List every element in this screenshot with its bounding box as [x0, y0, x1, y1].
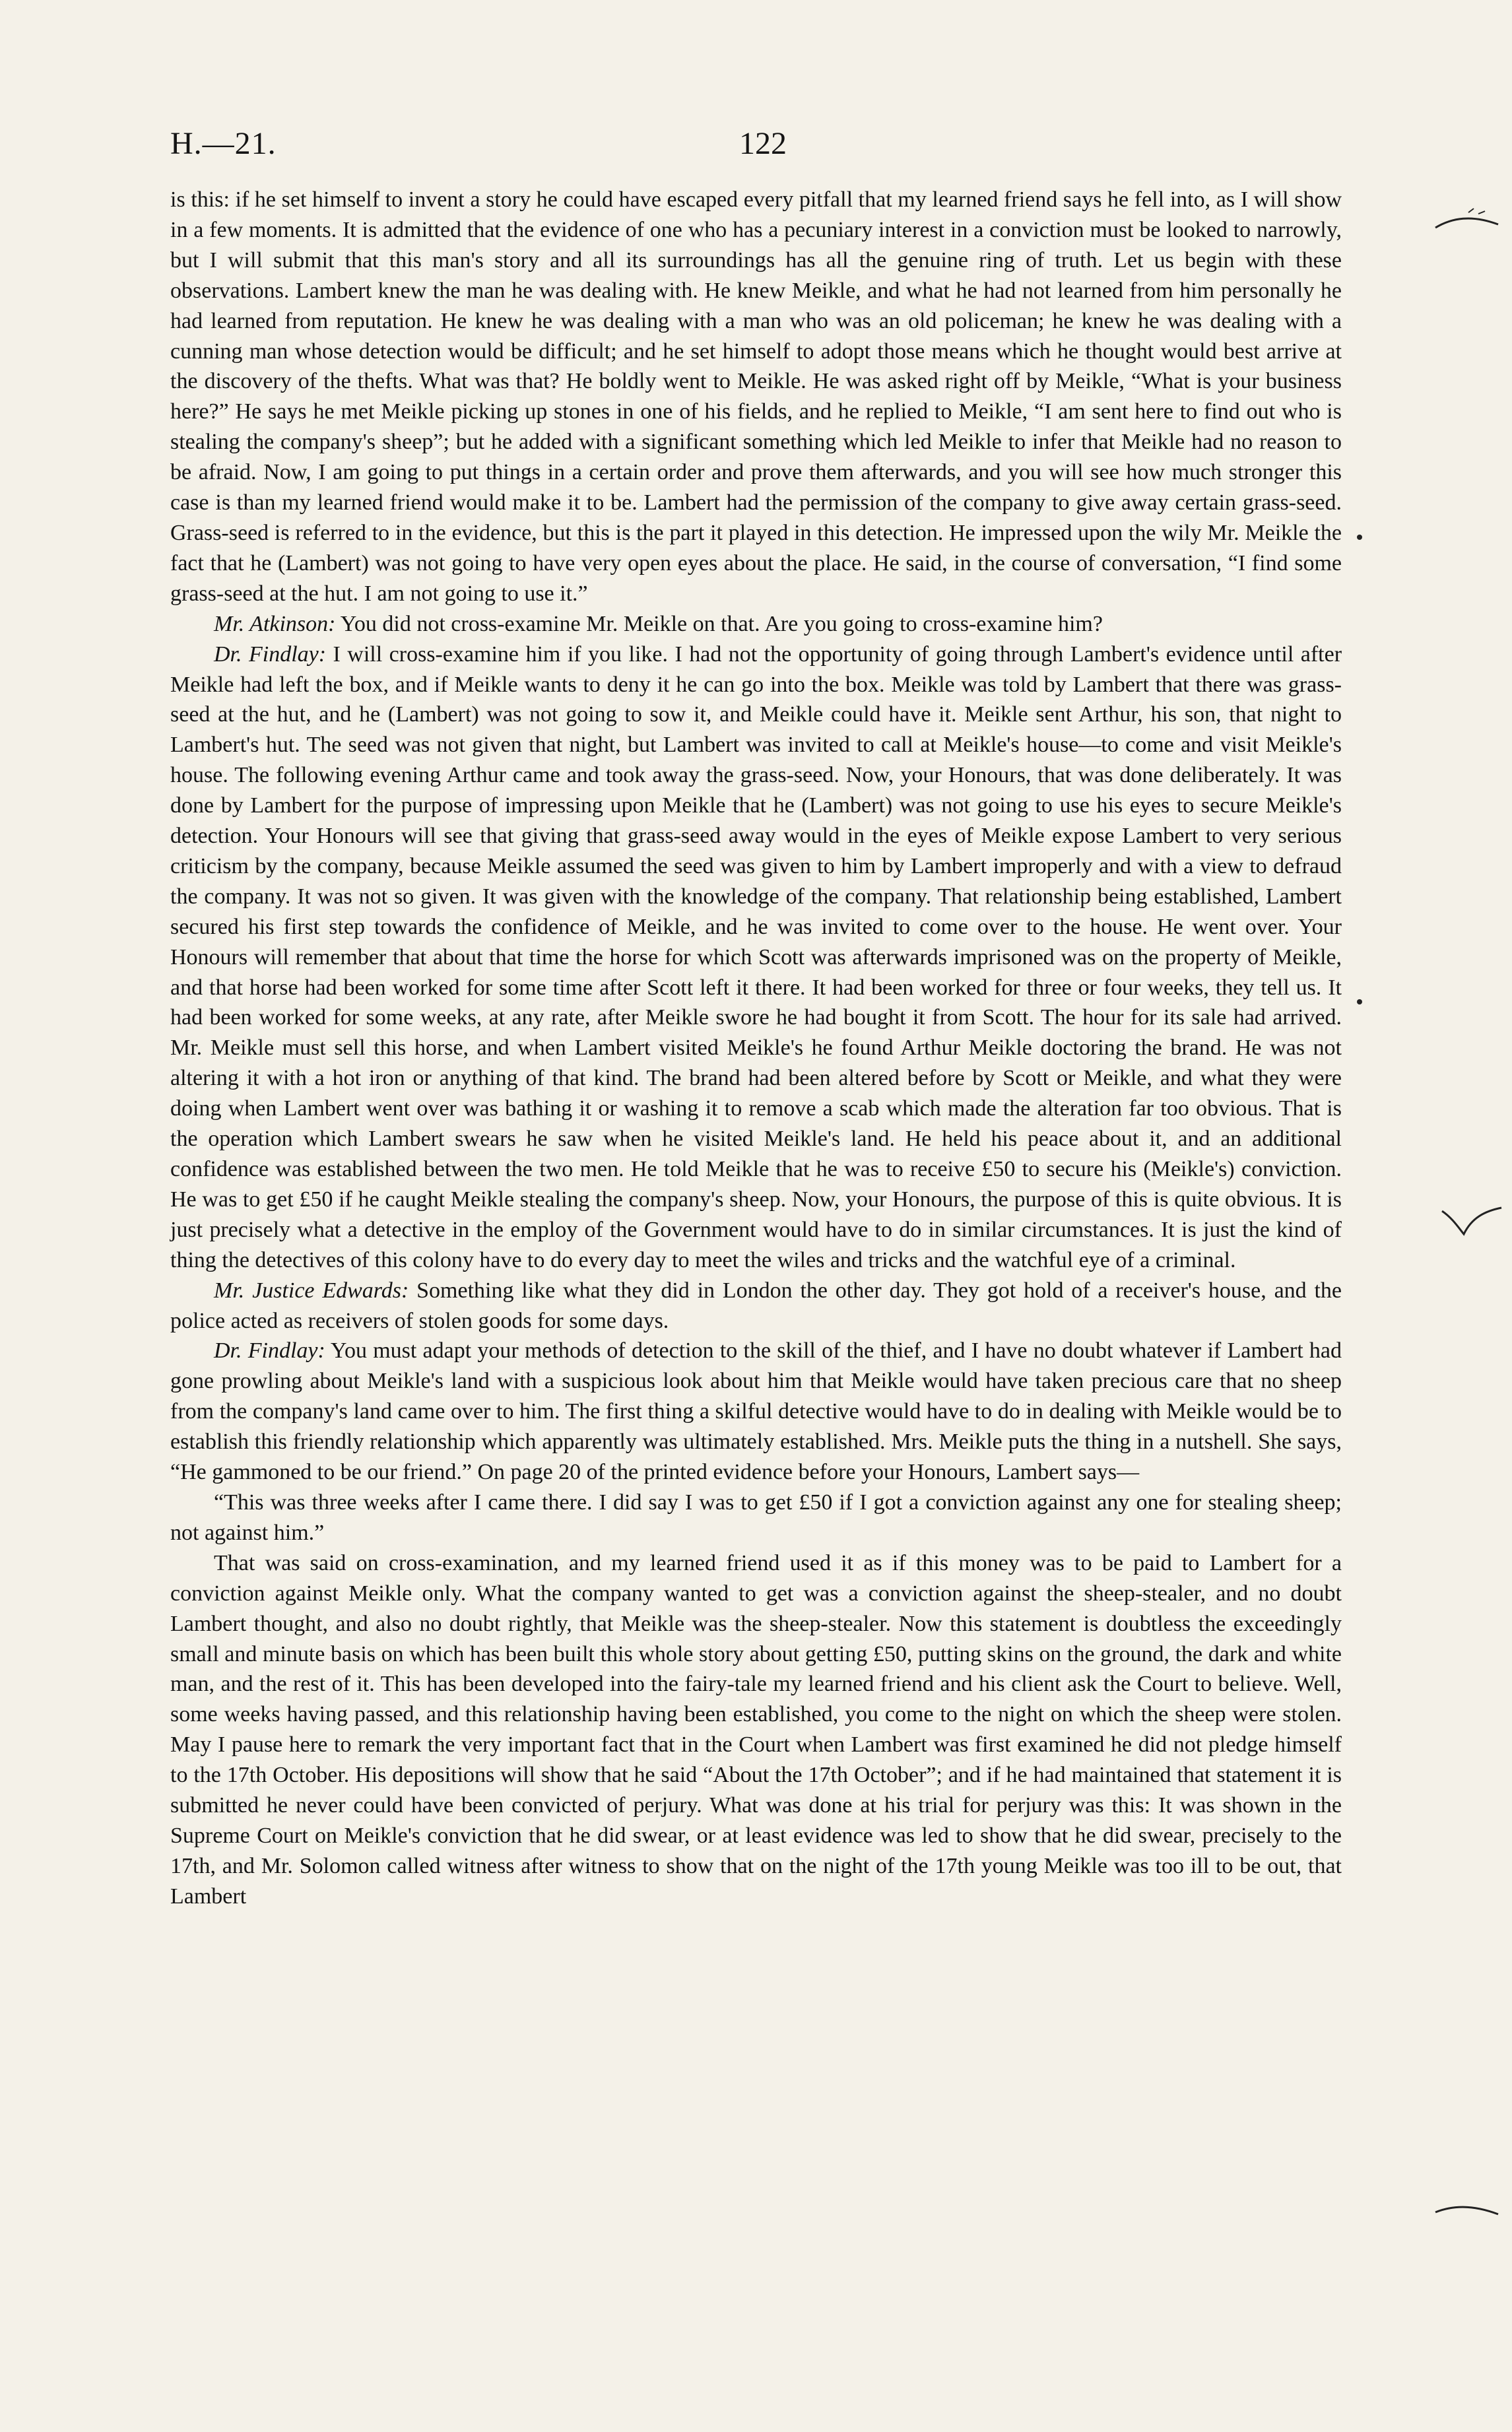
- page-header: [170, 125, 1342, 185]
- margin-pen-mark: [1432, 2198, 1505, 2224]
- page-number: 122: [739, 126, 787, 161]
- paragraph: [170, 185, 1342, 609]
- margin-dot: [1356, 998, 1364, 1006]
- document-page: [170, 125, 1342, 1912]
- paragraph-text: Something like what they did in London the other day. They got hold of a receiver's house, and the police acted as receivers of stolen goods for some days.: [170, 1278, 1342, 1333]
- paragraph: [170, 1336, 1342, 1488]
- margin-dot: [1356, 533, 1364, 541]
- paragraph-text: You must adapt your methods of detection to the skill of the thief, and I have no doubt whatever if Lambert had gone prowling about Meikle's land with a suspicious look about him that Meikle would have taken precious care that no sheep from the company's land came over to him. The first thing a skilful detective would have to do in dealing with Meikle would be to establish this friendly relationship which apparently was ultimately established. Mrs. Meikle puts the thing in a nutshell. She says, “He gammoned to be our friend.” On page 20 of the printed evidence before your Honours, Lambert says—: [170, 1338, 1342, 1485]
- block-quote: [170, 1488, 1342, 1548]
- paragraph: [170, 1276, 1342, 1336]
- paragraph: [170, 640, 1342, 1276]
- margin-pen-mark: [1432, 198, 1505, 238]
- paragraph-text: is this: if he set himself to invent a story he could have escaped every pitfall that my learned friend says he fell into, as I will show in a few moments. It is admitted that the evidence of one who has a pecuniary interest in a conviction must be looked to narrowly, but I will submit that this man's story and all its surroundings has all the genuine ring of truth. Let us begin with these observations. Lambert knew the man he was dealing with. He knew Meikle, and what he had not learned from him personally he had learned from reputation. He knew he was dealing with a man who was an old policeman; he knew he was dealing with a cunning man whose detection would be difficult; and he set himself to adopt those means which he thought would best arrive at the discovery of the thefts. What was that? He boldly went to Meikle. He was asked right off by Meikle, “What is your business here?” He says he met Meikle picking up stones in one of his fields, and he replied to Meikle, “I am sent here to find out who is stealing the company's sheep”; but he added with a significant something which led Meikle to infer that Meikle had no reason to be afraid. Now, I am going to put things in a certain order and prove them afterwards, and you will see how much stronger this case is than my learned friend would make it to be. Lambert had the permission of the company to give away certain grass-seed. Grass-seed is referred to in the evidence, but this is the part it played in this detection. He impressed upon the wily Mr. Meikle the fact that he (Lambert) was not going to have very open eyes about the place. He said, in the course of conversation, “I find some grass-seed at the hut. I am not going to use it.”: [170, 187, 1342, 606]
- paragraph-text: That was said on cross-examination, and my learned friend used it as if this money was to be paid to Lambert for a conviction against Meikle only. What the company wanted to get was a conviction against the sheep-stealer, and no doubt Lambert thought, and also no doubt rightly, that Meikle was the sheep-stealer. Now this statement is doubtless the exceedingly small and minute basis on which has been built this whole story about getting £50, putting skins on the ground, the dark and white man, and the rest of it. This has been developed into the fairy-tale my learned friend and his client ask the Court to believe. Well, some weeks having passed, and this relationship having been established, you come to the night on which the sheep were stolen. May I pause here to remark the very important fact that in the Court when Lambert was first examined he did not pledge himself to the 17th October. His depositions will show that he said “About the 17th October”; and if he had maintained that statement it is submitted he never could have been convicted of perjury. What was done at his trial for perjury was this: It was shown in the Supreme Court on Meikle's conviction that he did swear, or at least evidence was led to show that he did swear, precisely to the 17th, and Mr. Solomon called witness after witness to show that on the night of the 17th young Meikle was too ill to be out, that Lambert: [170, 1550, 1342, 1909]
- margin-pen-mark: [1439, 1198, 1505, 1244]
- document-reference: H.—21.: [170, 126, 277, 161]
- quote-text: “This was three weeks after I came there. I did say I was to get £50 if I got a conviction against any one for stealing sheep; not against him.”: [170, 1490, 1342, 1545]
- paragraph-text: You did not cross-examine Mr. Meikle on that. Are you going to cross-examine him?: [340, 611, 1103, 636]
- paragraph: [170, 1548, 1342, 1912]
- body-text: [170, 185, 1342, 1912]
- paragraph-text: I will cross-examine him if you like. I had not the opportunity of going through Lambert's evidence until after Meikle had left the box, and if Meikle wants to deny it he can go into the box. Meikle was told by Lambert that there was grass-seed at the hut, and he (Lambert) was not going to sow it, and Meikle could have it. Meikle sent Arthur, his son, that night to Lambert's hut. The seed was not given that night, but Lambert was invited to call at Meikle's house—to come and visit Meikle's house. The following evening Arthur came and took away the grass-seed. Now, your Honours, that was done deliberately. It was done by Lambert for the purpose of impressing upon Meikle that he (Lambert) was not going to use his eyes to secure Meikle's detection. Your Honours will see that giving that grass-seed away would in the eyes of Meikle expose Lambert to very serious criticism by the company, because Meikle assumed the seed was given to him by Lambert improperly and with a view to defraud the company. It was not so given. It was given with the knowledge of the company. That relationship being established, Lambert secured his first step towards the confidence of Meikle, and he was invited to come over to the house. He went over. Your Honours will remember that about that time the horse for which Scott was afterwards imprisoned was on the property of Meikle, and that horse had been worked for some time after Scott left it there. It had been worked for three or four weeks, they tell us. It had been worked for some weeks, at any rate, after Meikle swore he had bought it from Scott. The hour for its sale had arrived. Mr. Meikle must sell this horse, and when Lambert visited Meikle's he found Arthur Meikle doctoring the brand. He was not altering it with a hot iron or anything of that kind. The brand had been altered before by Scott or Meikle, and what they were doing when Lambert went over was bathing it or washing it to remove a scab which made the alteration far too obvious. That is the operation which Lambert swears he saw when he visited Meikle's land. He held his peace about it, and an additional confidence was established between the two men. He told Meikle that he was to receive £50 to secure his (Meikle's) conviction. He was to get £50 if he caught Meikle stealing the company's sheep. Now, your Honours, the purpose of this is quite obvious. It is just precisely what a detective in the employ of the Government would have to do in similar circumstances. It is just the kind of thing the detectives of this colony have to do every day to meet the wiles and tricks and the watchful eye of a criminal.: [170, 641, 1342, 1272]
- speaker-name: Dr. Findlay:: [214, 1338, 325, 1364]
- speaker-name: Dr. Findlay:: [214, 641, 327, 667]
- speaker-name: Mr. Justice Edwards:: [214, 1278, 409, 1303]
- paragraph: [170, 609, 1342, 640]
- speaker-name: Mr. Atkinson:: [214, 611, 336, 636]
